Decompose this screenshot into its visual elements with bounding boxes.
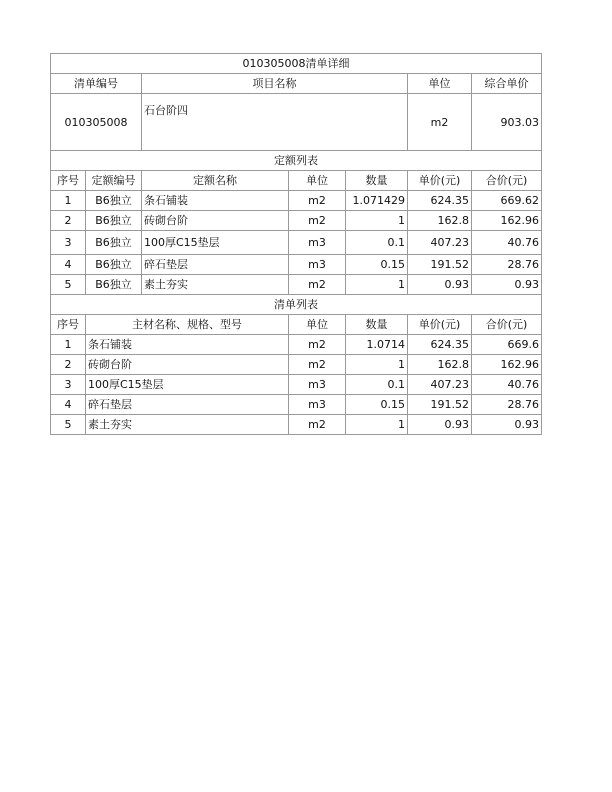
material-qty: 0.1 — [346, 375, 408, 395]
quota-code: B6独立 — [86, 275, 142, 295]
material-col-price: 单价(元) — [408, 315, 472, 335]
quota-col-no: 序号 — [51, 171, 86, 191]
material-total: 40.76 — [472, 375, 542, 395]
quota-row — [51, 211, 542, 231]
material-total: 28.76 — [472, 395, 542, 415]
quota-no: 3 — [51, 231, 86, 255]
item-price: 903.03 — [472, 94, 542, 151]
quota-row — [51, 255, 542, 275]
quota-price: 162.8 — [408, 211, 472, 231]
material-qty: 1 — [346, 355, 408, 375]
material-name: 砖砌台阶 — [86, 355, 289, 375]
quota-unit: m2 — [289, 275, 346, 295]
item-code: 010305008 — [51, 94, 142, 151]
quota-unit: m2 — [289, 211, 346, 231]
quota-qty: 1 — [346, 211, 408, 231]
quota-name: 砖砌台阶 — [142, 211, 289, 231]
header-code: 清单编号 — [51, 74, 142, 94]
material-price: 191.52 — [408, 395, 472, 415]
quota-section-title: 定额列表 — [51, 151, 542, 171]
material-qty: 0.15 — [346, 395, 408, 415]
quota-col-unit: 单位 — [289, 171, 346, 191]
quota-qty: 0.1 — [346, 231, 408, 255]
material-no: 4 — [51, 395, 86, 415]
quota-col-price: 单价(元) — [408, 171, 472, 191]
material-col-name: 主材名称、规格、型号 — [86, 315, 289, 335]
table-title: 010305008清单详细 — [51, 54, 542, 74]
material-price: 0.93 — [408, 415, 472, 435]
quota-total: 28.76 — [472, 255, 542, 275]
material-unit: m3 — [289, 395, 346, 415]
quota-no: 5 — [51, 275, 86, 295]
material-row — [51, 355, 542, 375]
quota-no: 2 — [51, 211, 86, 231]
material-unit: m2 — [289, 415, 346, 435]
quota-row — [51, 191, 542, 211]
material-total: 162.96 — [472, 355, 542, 375]
quota-col-code: 定额编号 — [86, 171, 142, 191]
material-price: 407.23 — [408, 375, 472, 395]
quota-unit: m2 — [289, 191, 346, 211]
material-section-title: 清单列表 — [51, 295, 542, 315]
quota-unit: m3 — [289, 231, 346, 255]
quota-code: B6独立 — [86, 191, 142, 211]
material-name: 素土夯实 — [86, 415, 289, 435]
material-no: 3 — [51, 375, 86, 395]
quota-code: B6独立 — [86, 211, 142, 231]
quota-qty: 1 — [346, 275, 408, 295]
material-name: 条石铺装 — [86, 335, 289, 355]
bill-detail-table — [50, 53, 542, 435]
item-name: 石台阶四 — [142, 94, 408, 151]
material-row — [51, 395, 542, 415]
material-unit: m3 — [289, 375, 346, 395]
material-total: 669.6 — [472, 335, 542, 355]
material-no: 1 — [51, 335, 86, 355]
quota-price: 624.35 — [408, 191, 472, 211]
quota-qty: 0.15 — [346, 255, 408, 275]
material-row — [51, 375, 542, 395]
quota-unit: m3 — [289, 255, 346, 275]
material-unit: m2 — [289, 335, 346, 355]
quota-price: 191.52 — [408, 255, 472, 275]
quota-code: B6独立 — [86, 255, 142, 275]
material-qty: 1.0714 — [346, 335, 408, 355]
quota-code: B6独立 — [86, 231, 142, 255]
header-unit: 单位 — [408, 74, 472, 94]
quota-no: 4 — [51, 255, 86, 275]
material-name: 碎石垫层 — [86, 395, 289, 415]
quota-name: 100厚C15垫层 — [142, 231, 289, 255]
item-unit: m2 — [408, 94, 472, 151]
header-name: 项目名称 — [142, 74, 408, 94]
header-price: 综合单价 — [472, 74, 542, 94]
material-row — [51, 415, 542, 435]
quota-row — [51, 275, 542, 295]
material-total: 0.93 — [472, 415, 542, 435]
quota-qty: 1.071429 — [346, 191, 408, 211]
material-price: 162.8 — [408, 355, 472, 375]
quota-col-name: 定额名称 — [142, 171, 289, 191]
quota-total: 40.76 — [472, 231, 542, 255]
material-name: 100厚C15垫层 — [86, 375, 289, 395]
quota-name: 素土夯实 — [142, 275, 289, 295]
material-no: 5 — [51, 415, 86, 435]
quota-name: 碎石垫层 — [142, 255, 289, 275]
material-row — [51, 335, 542, 355]
quota-col-total: 合价(元) — [472, 171, 542, 191]
quota-price: 0.93 — [408, 275, 472, 295]
material-qty: 1 — [346, 415, 408, 435]
material-no: 2 — [51, 355, 86, 375]
quota-total: 0.93 — [472, 275, 542, 295]
quota-total: 162.96 — [472, 211, 542, 231]
quota-row — [51, 231, 542, 255]
material-col-no: 序号 — [51, 315, 86, 335]
material-unit: m2 — [289, 355, 346, 375]
material-price: 624.35 — [408, 335, 472, 355]
quota-name: 条石铺装 — [142, 191, 289, 211]
material-col-qty: 数量 — [346, 315, 408, 335]
material-col-total: 合价(元) — [472, 315, 542, 335]
material-col-unit: 单位 — [289, 315, 346, 335]
quota-no: 1 — [51, 191, 86, 211]
quota-total: 669.62 — [472, 191, 542, 211]
quota-price: 407.23 — [408, 231, 472, 255]
quota-col-qty: 数量 — [346, 171, 408, 191]
